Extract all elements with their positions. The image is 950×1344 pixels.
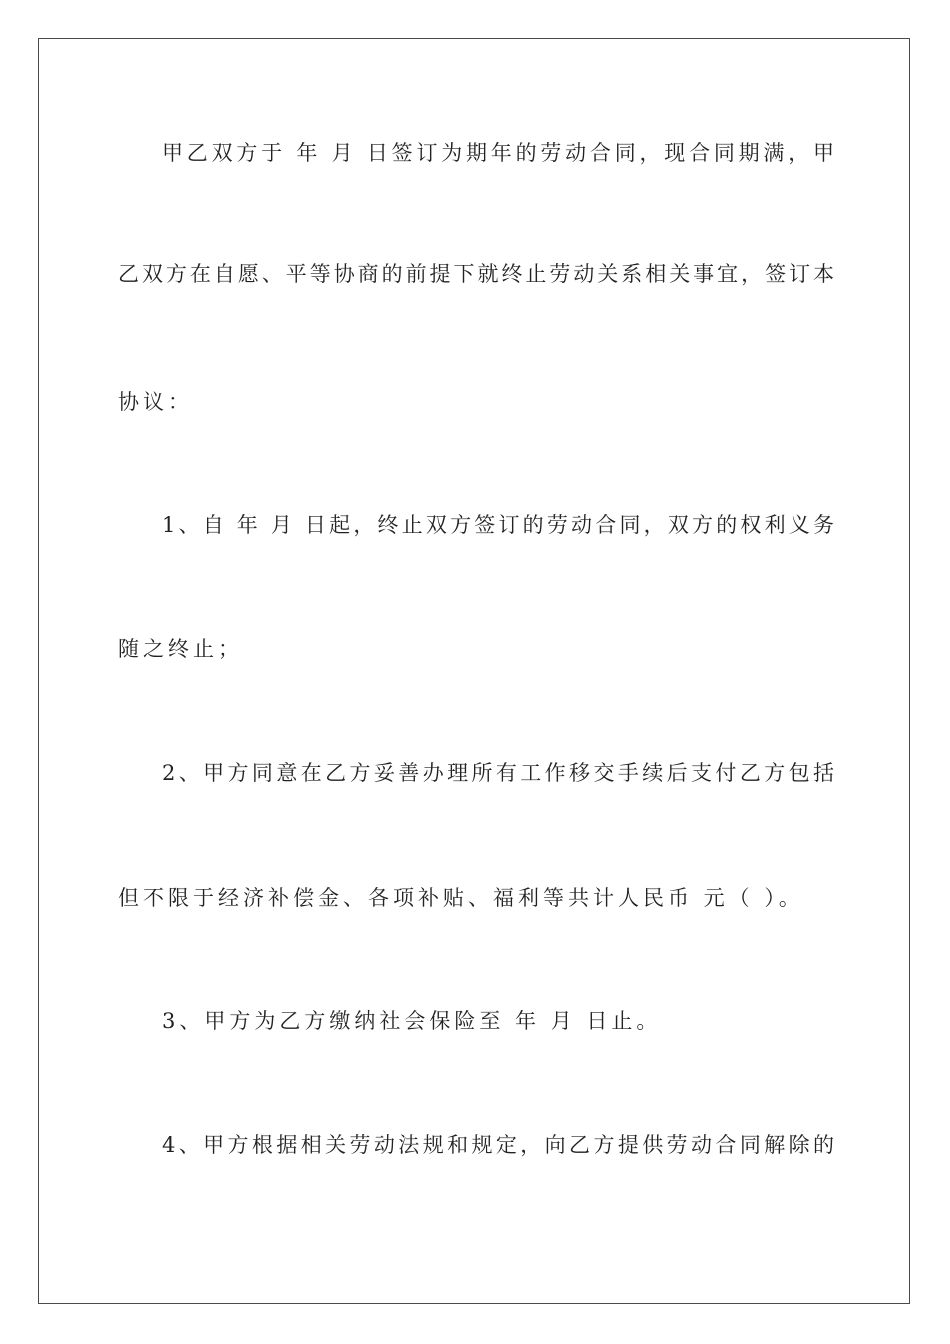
paragraph-line: 3、甲方为乙方缴纳社会保险至 年 月 日止。 [162, 1009, 662, 1033]
paragraph-line: 甲乙双方于 年 月 日签订为期年的劳动合同，现合同期满，甲 [162, 141, 834, 165]
paragraph-line: 1、自 年 月 日起，终止双方签订的劳动合同，双方的权利义务 [162, 513, 834, 537]
paragraph-line: 4、甲方根据相关劳动法规和规定，向乙方提供劳动合同解除的 [162, 1133, 834, 1157]
paragraph-line: 但不限于经济补偿金、各项补贴、福利等共计人民币 元（ ）。 [118, 886, 804, 910]
paragraph-line: 乙双方在自愿、平等协商的前提下就终止劳动关系相关事宜，签订本 [118, 262, 834, 286]
paragraph-line: 随之终止； [118, 637, 243, 661]
paragraph-line: 2、甲方同意在乙方妥善办理所有工作移交手续后支付乙方包括 [162, 761, 834, 785]
paragraph-line: 协议： [118, 390, 193, 414]
page-border [38, 38, 910, 1304]
